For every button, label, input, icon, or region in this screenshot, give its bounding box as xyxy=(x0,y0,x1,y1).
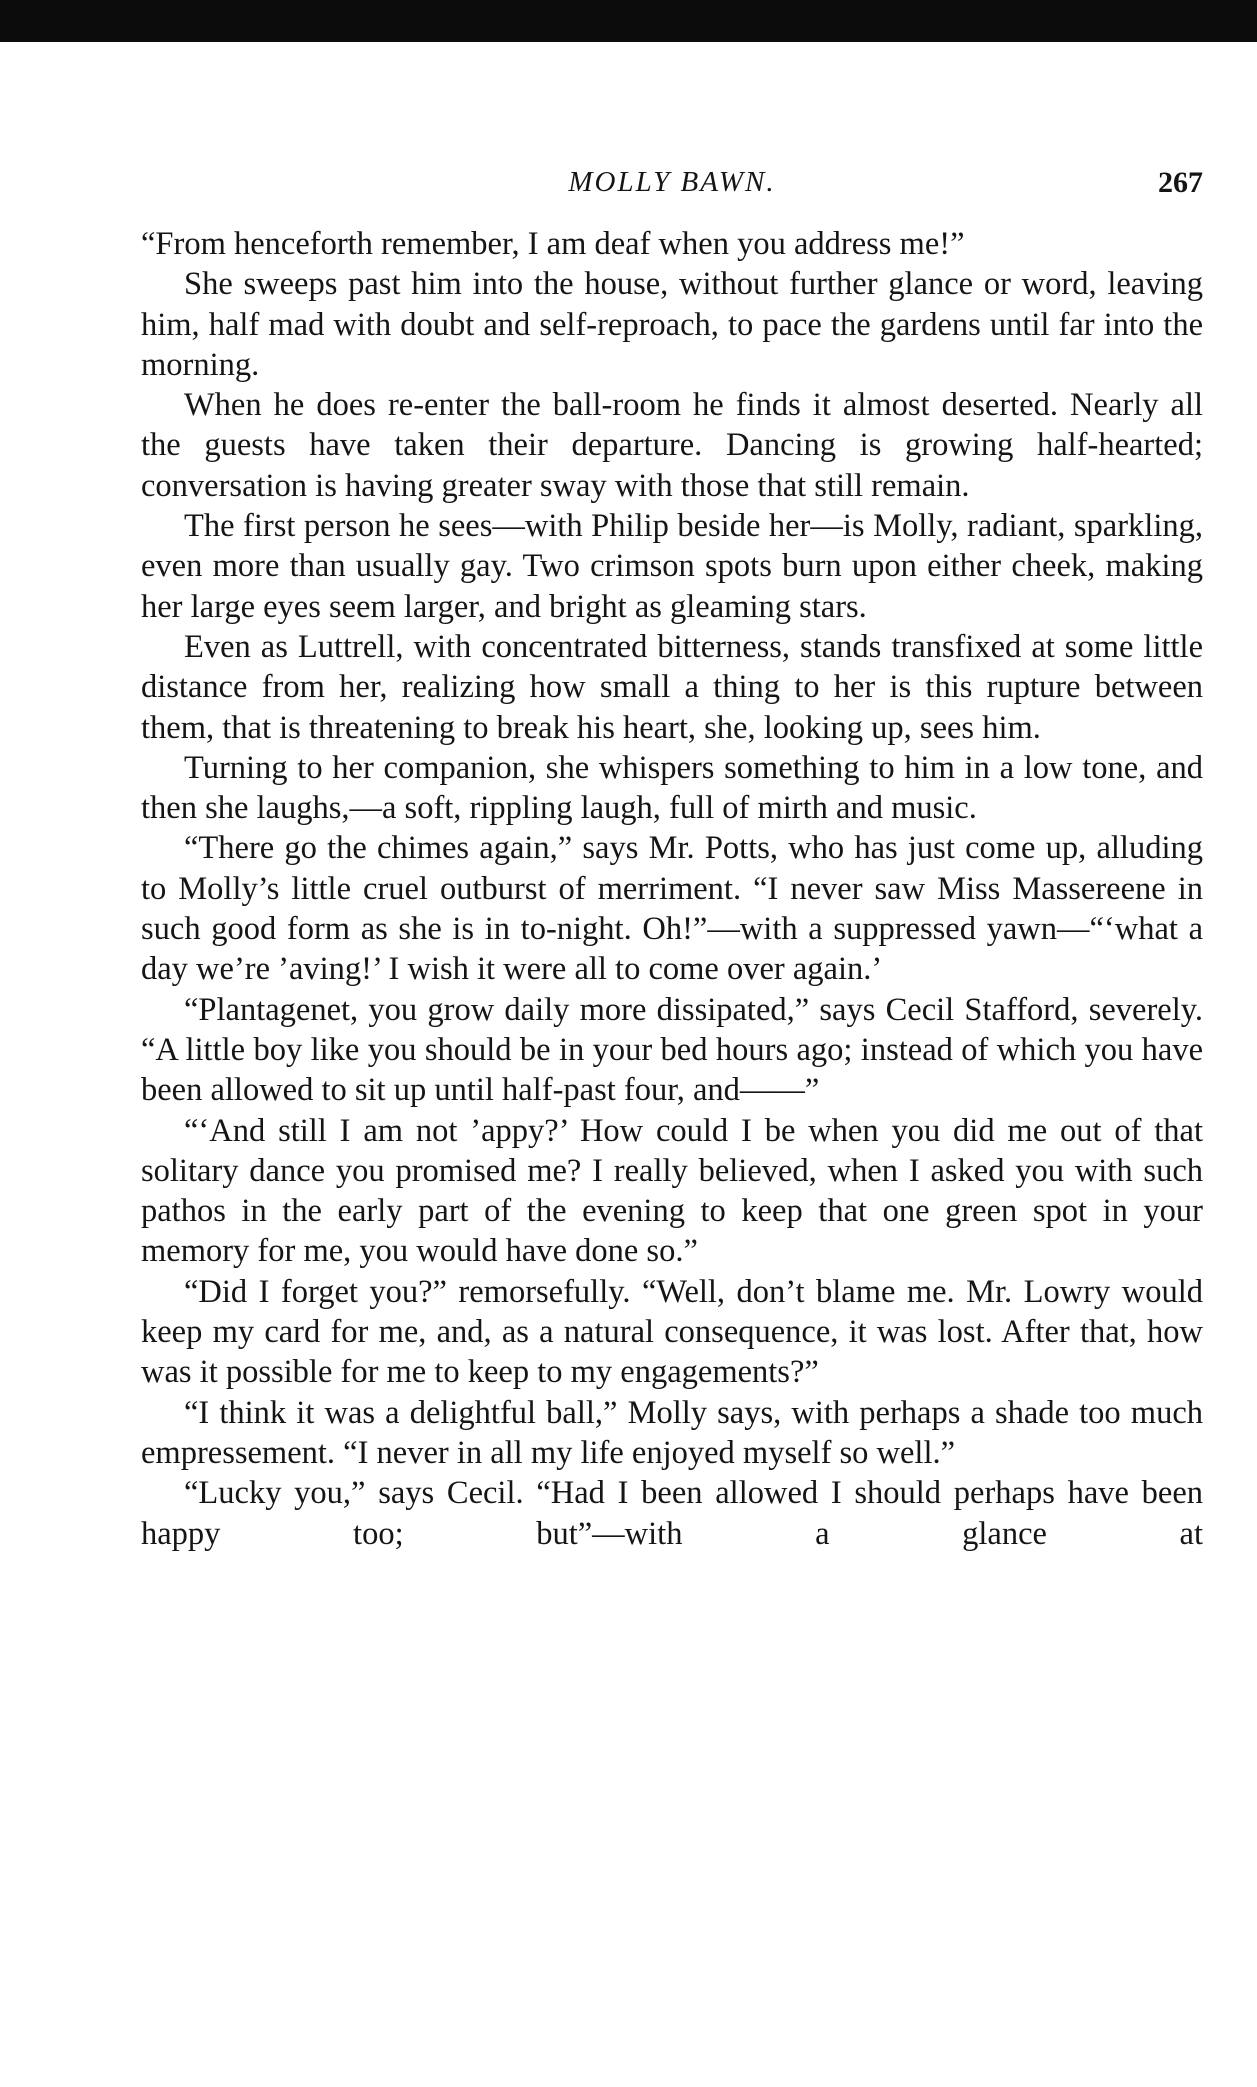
page-top-border xyxy=(0,0,1257,42)
paragraph-4: The first person he sees—with Philip beside her—is Molly, radiant, sparkling, even more than usually gay. Two crimson spots burn upon either cheek, making her large eyes seem larger, and bright as gleaming stars. xyxy=(141,508,1203,625)
paragraph-8: “Plantagenet, you grow daily more dissipated,” says Cecil Stafford, severely. “A little boy like you should be in your bed hours ago; instead of which you have been allowed to sit up until half-past four, and——” xyxy=(141,991,1203,1109)
paragraph-11: “I think it was a delightful ball,” Molly says, with perhaps a shade too much empressement. “I never in all my life enjoyed myself so well.” xyxy=(141,1394,1203,1471)
paragraph-9: “‘And still I am not ’appy?’ How could I be when you did me out of that solitary dance you promised me? I really believed, when I asked you with such pathos in the early part of the evening to keep that one green spot in your memory for me, you would have done so.” xyxy=(141,1112,1203,1270)
running-title: MOLLY BAWN. xyxy=(568,166,776,198)
paragraph-5: Even as Luttrell, with concentrated bitterness, stands transfixed at some little distance from her, realizing how small a thing to her is this rupture between them, that is threatening to break his heart, she, looking up, sees him. xyxy=(141,628,1203,746)
paragraph-1: “From henceforth remember, I am deaf when you address me!” xyxy=(141,226,965,262)
paragraph-3: When he does re-enter the ball-room he finds it almost deserted. Nearly all the guests have taken their departure. Dancing is growing half-hearted; conversation is having greater sway with those that still remain. xyxy=(141,387,1203,504)
paragraph-12: “Lucky you,” says Cecil. “Had I been allowed I should perhaps have been happy too; but”—with a glance at xyxy=(141,1475,1203,1552)
paragraph-2: She sweeps past him into the house, without further glance or word, leaving him, half mad with doubt and self-reproach, to pace the gardens until far into the morning. xyxy=(141,266,1203,383)
paragraph-6: Turning to her companion, she whispers something to him in a low tone, and then she laughs,—a soft, rippling laugh, full of mirth and music. xyxy=(141,749,1203,827)
paragraph-10: “Did I forget you?” remorsefully. “Well, don’t blame me. Mr. Lowry would keep my card for me, and, as a natural consequence, it was lost. After that, how was it possible for me to keep to my engagements?” xyxy=(141,1273,1203,1391)
paragraph-7: “There go the chimes again,” says Mr. Potts, who has just come up, alluding to Molly’s little cruel outburst of merriment. “I never saw Miss Massereene in such good form as she is in to-night. Oh!”—with a suppressed yawn—“‘what a day we’re ’aving!’ I wish it were all to come over again.’ xyxy=(141,830,1203,988)
book-page xyxy=(141,160,1203,1554)
running-head xyxy=(141,160,1203,212)
body-text xyxy=(141,224,1203,1554)
page-number: 267 xyxy=(1158,166,1203,199)
